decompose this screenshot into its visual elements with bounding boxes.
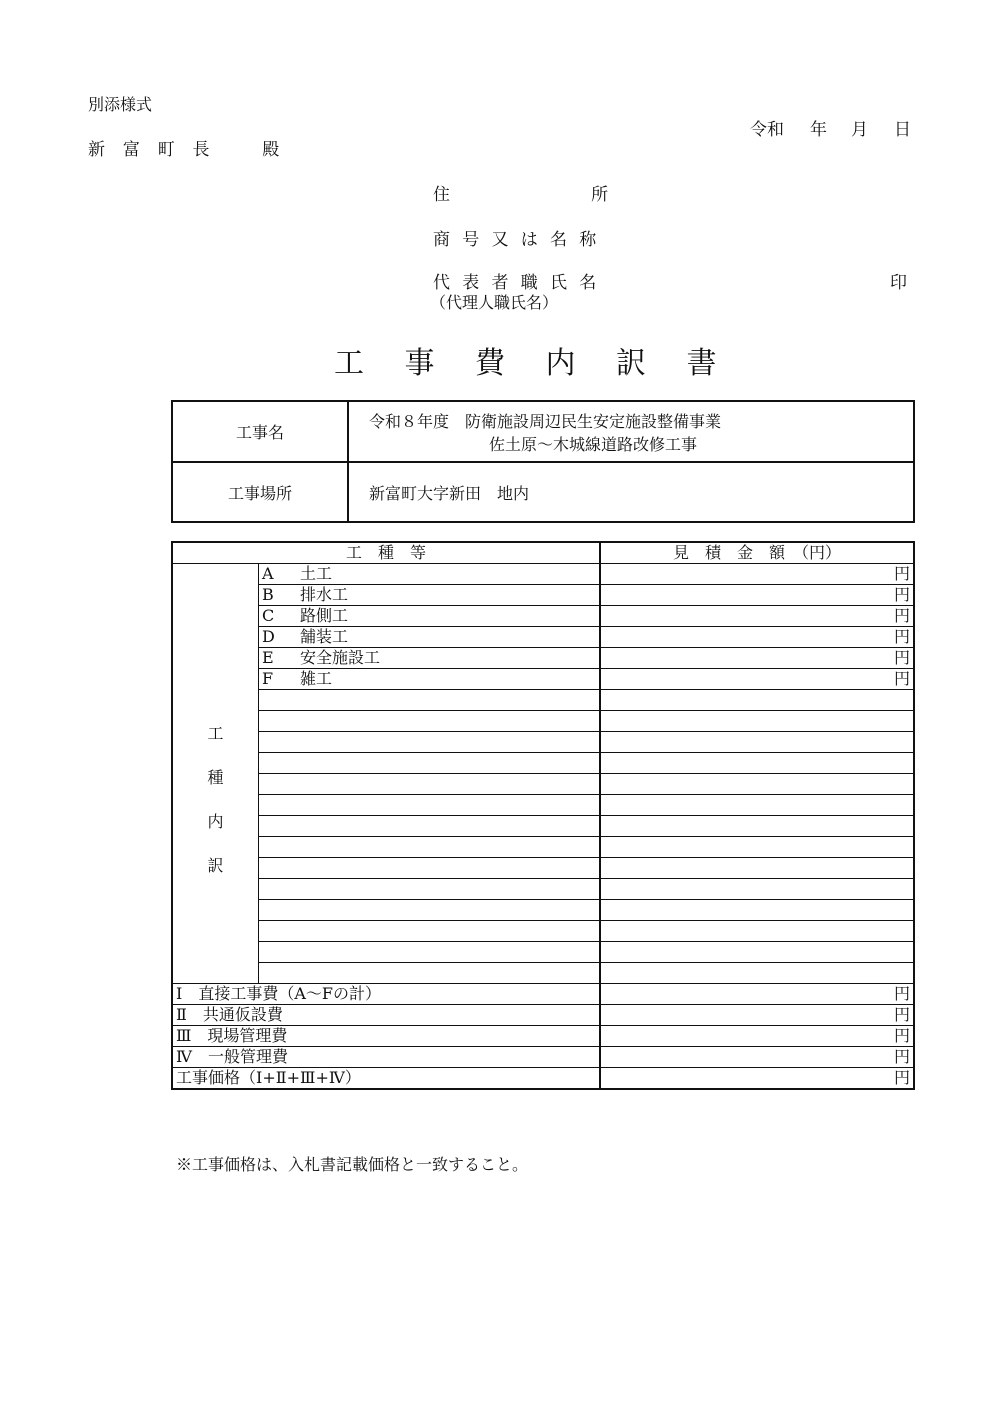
table-row xyxy=(172,858,914,879)
recipient: 新富町長 殿 xyxy=(88,140,298,160)
work-item-cell xyxy=(259,942,601,963)
address-label: 住所 xyxy=(433,185,750,205)
amount-cell xyxy=(600,648,914,669)
date-month-unit: 月 xyxy=(851,120,868,140)
work-type-header: 工 種 等 xyxy=(172,542,600,564)
table-row xyxy=(172,942,914,963)
work-item-cell xyxy=(259,606,601,627)
amount-cell xyxy=(600,900,914,921)
work-item-name: 舗装工 xyxy=(300,627,349,646)
work-item-cell xyxy=(259,816,601,837)
work-item-name: 排水工 xyxy=(300,585,349,604)
table-row xyxy=(172,795,914,816)
table-row xyxy=(172,564,914,585)
summary-amount: 円 xyxy=(600,1047,914,1068)
table-row xyxy=(172,837,914,858)
amount-unit: 円 xyxy=(893,564,910,583)
table-row xyxy=(172,774,914,795)
summary-row xyxy=(172,1026,914,1047)
summary-amount: 円 xyxy=(600,1005,914,1026)
amount-cell xyxy=(600,627,914,648)
table-row xyxy=(172,879,914,900)
work-item-name: 土工 xyxy=(300,564,333,583)
work-item-cell xyxy=(259,711,601,732)
summary-label: Ⅰ 直接工事費（A～Fの計） xyxy=(172,984,600,1005)
form-label: 別添様式 xyxy=(88,95,153,114)
summary-label: Ⅳ 一般管理費 xyxy=(172,1047,600,1068)
date-line xyxy=(750,115,911,140)
work-item-cell xyxy=(259,648,601,669)
cost-breakdown-table xyxy=(171,541,915,1090)
summary-label: Ⅱ 共通仮設費 xyxy=(172,1005,600,1026)
work-item-code: D xyxy=(262,627,275,646)
work-item-code: A xyxy=(262,564,274,583)
table-row xyxy=(172,816,914,837)
work-item-cell xyxy=(259,564,601,585)
amount-cell xyxy=(600,816,914,837)
work-item-code: B xyxy=(262,585,274,604)
amount-unit: 円 xyxy=(893,627,910,646)
table-row xyxy=(172,648,914,669)
table-row xyxy=(172,606,914,627)
project-info-table xyxy=(171,400,915,523)
document-title: 工事費内訳書 xyxy=(334,346,757,381)
work-item-cell xyxy=(259,690,601,711)
amount-unit: 円 xyxy=(893,585,910,604)
work-item-cell xyxy=(259,753,601,774)
table-row xyxy=(172,732,914,753)
table-row xyxy=(172,585,914,606)
work-item-cell xyxy=(259,669,601,690)
work-item-cell xyxy=(259,963,601,984)
work-item-cell xyxy=(259,900,601,921)
work-item-cell xyxy=(259,585,601,606)
summary-amount: 円 xyxy=(600,984,914,1005)
work-item-name: 路側工 xyxy=(300,606,349,625)
breakdown-header-row xyxy=(172,542,914,564)
amount-unit: 円 xyxy=(893,648,910,667)
side-label-char: 訳 xyxy=(207,855,224,875)
table-row xyxy=(172,900,914,921)
date-year-unit: 年 xyxy=(810,120,827,140)
amount-unit: 円 xyxy=(893,669,910,688)
amount-cell xyxy=(600,963,914,984)
agent-label: （代理人職氏名） xyxy=(430,293,559,312)
work-item-cell xyxy=(259,795,601,816)
table-row xyxy=(172,627,914,648)
table-row xyxy=(172,921,914,942)
amount-cell xyxy=(600,669,914,690)
total-row xyxy=(172,1068,914,1090)
footnote: ※工事価格は、入札書記載価格と一致すること。 xyxy=(176,1155,529,1174)
company-label: 商号又は名称 xyxy=(433,230,609,250)
amount-cell xyxy=(600,732,914,753)
work-item-code: C xyxy=(262,606,275,625)
summary-label: Ⅲ 現場管理費 xyxy=(172,1026,600,1047)
representative-label: 代表者職氏名 xyxy=(433,273,609,293)
side-label-char: 工 xyxy=(207,723,224,743)
project-name-line1: 令和８年度 防衛施設周辺民生安定施設整備事業 xyxy=(369,412,722,431)
total-label: 工事価格（Ⅰ+Ⅱ+Ⅲ+Ⅳ） xyxy=(172,1068,600,1090)
summary-amount: 円 xyxy=(600,1026,914,1047)
work-item-cell xyxy=(259,858,601,879)
table-row xyxy=(172,963,914,984)
table-row xyxy=(172,669,914,690)
work-item-name: 安全施設工 xyxy=(300,648,381,667)
breakdown-side-label xyxy=(172,564,259,984)
work-item-name: 雑工 xyxy=(300,669,333,688)
amount-unit: 円 xyxy=(893,606,910,625)
amount-cell xyxy=(600,774,914,795)
project-name-label: 工事名 xyxy=(172,401,348,462)
work-item-cell xyxy=(259,837,601,858)
project-name-value xyxy=(348,401,914,462)
side-label-char: 内 xyxy=(207,811,224,831)
project-name-row xyxy=(172,401,914,462)
amount-cell xyxy=(600,585,914,606)
amount-cell xyxy=(600,690,914,711)
date-day-unit: 日 xyxy=(894,120,911,140)
summary-row xyxy=(172,1005,914,1026)
date-era: 令和 xyxy=(750,120,784,140)
work-item-cell xyxy=(259,627,601,648)
work-item-code: E xyxy=(262,648,274,667)
work-item-cell xyxy=(259,774,601,795)
summary-row xyxy=(172,984,914,1005)
project-place-value: 新富町大字新田 地内 xyxy=(348,462,914,522)
amount-cell xyxy=(600,837,914,858)
amount-cell xyxy=(600,858,914,879)
amount-cell xyxy=(600,711,914,732)
project-place-row xyxy=(172,462,914,522)
table-row xyxy=(172,753,914,774)
work-item-cell xyxy=(259,921,601,942)
work-item-cell xyxy=(259,732,601,753)
amount-header: 見 積 金 額 （円） xyxy=(600,542,914,564)
amount-cell xyxy=(600,795,914,816)
project-place-label: 工事場所 xyxy=(172,462,348,522)
side-label-char: 種 xyxy=(207,767,224,787)
amount-cell xyxy=(600,921,914,942)
amount-cell xyxy=(600,753,914,774)
work-item-cell xyxy=(259,879,601,900)
project-name-line2: 佐土原～木城線道路改修工事 xyxy=(489,435,698,454)
table-row xyxy=(172,711,914,732)
total-amount: 円 xyxy=(600,1068,914,1090)
amount-cell xyxy=(600,942,914,963)
summary-row xyxy=(172,1047,914,1068)
work-item-code: F xyxy=(262,669,274,688)
amount-cell xyxy=(600,879,914,900)
seal-mark: 印 xyxy=(890,273,907,293)
amount-cell xyxy=(600,606,914,627)
table-row xyxy=(172,690,914,711)
amount-cell xyxy=(600,564,914,585)
